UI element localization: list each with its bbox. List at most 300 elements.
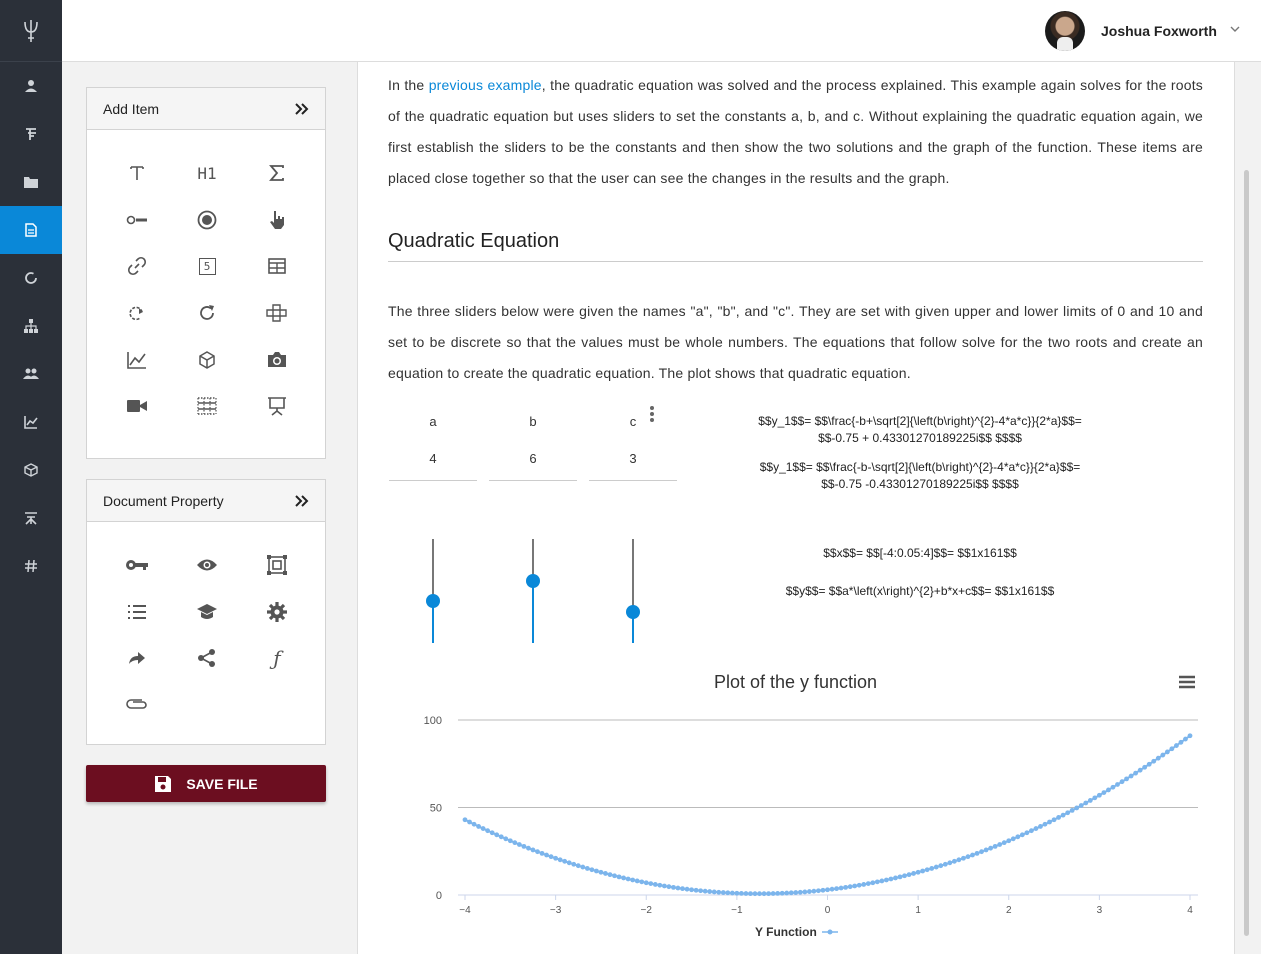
series-point [589,867,594,872]
series-point [517,842,522,847]
series-point [689,887,694,892]
series-point [1120,779,1125,784]
prop-view[interactable] [172,542,242,589]
nav-folder[interactable] [0,158,62,206]
series-point [780,891,785,896]
redo-icon [128,304,146,322]
chart-menu-icon[interactable] [1179,675,1195,689]
series-point [870,880,875,885]
prop-list[interactable] [102,589,172,636]
series-point [1160,753,1165,758]
root-minus-line2: $$-0.75 -0.43301270189225i$$ $$$$ [821,477,1019,491]
series-point [748,891,753,896]
series-point [789,890,794,895]
series-point [1102,790,1107,795]
series-point [694,888,699,893]
series-point [508,838,513,843]
slider-c-label: c [629,414,637,429]
frame-icon [266,554,288,576]
h1-icon: H1 [197,163,217,183]
slider-b-handle[interactable] [526,574,540,588]
series-point [721,890,726,895]
series-point [621,876,626,881]
document-property-panel [86,479,326,745]
series-point [957,857,962,862]
x-definition: $$x$$= $$[-4:0.05:4]$$= $$1x161$$ [823,546,1017,560]
series-point [481,826,486,831]
y-tick-label: 100 [423,715,442,727]
series-point [553,856,558,861]
series-point [585,866,590,871]
series-point [793,890,798,895]
series-point [617,874,622,879]
add-item-title: Add Item [103,100,160,117]
series-point [1165,750,1170,755]
series-point [1092,795,1097,800]
series-line [465,736,1190,894]
series-point [522,844,527,849]
series-point [1147,762,1152,767]
section-heading: Quadratic Equation [388,230,560,252]
eye-icon [196,558,218,572]
series-point [608,872,613,877]
sliders-paragraph: The three sliders below were given the names "a", "b", and "c". They are set with given upper and lower limits of 0 and 10 and set to be discrete so that the values must be whole numbers. The equations that follow solve for the two roots and create an equation to create the quadratic equation. The plot shows that quadratic equation. [388,303,1203,381]
add-item-grid [87,130,325,430]
floppy-disk-icon [154,775,172,793]
series-point [929,866,934,871]
x-tick-label: 4 [1187,905,1193,916]
series-point [1111,785,1116,790]
series-point [879,879,884,884]
root-minus-line1: $$y_1$$= $$\frac{-b-\sqrt[2]{\left(b\right)^{2}-4*a*c}}{2*a}$$= [759,460,1081,474]
series-point [558,857,563,862]
series-point [1142,765,1147,770]
refresh-icon [198,304,216,322]
series-point [970,853,975,858]
root-minus-equation [700,459,1140,493]
add-image[interactable] [242,336,312,383]
line-chart-icon [127,351,147,369]
series-point [902,873,907,878]
prop-key[interactable] [102,542,172,589]
people-icon [23,368,39,380]
series-point [1074,806,1079,811]
series-point [576,863,581,868]
series-point [567,860,572,865]
series-point [644,880,649,885]
series-point [843,885,848,890]
series-point [821,888,826,893]
series-point [1124,776,1129,781]
series-point [467,820,472,825]
series-point [907,872,912,877]
series-point [1188,733,1193,738]
table-icon [268,258,286,274]
double-chevron-right-icon[interactable] [295,495,309,507]
sigma-icon [269,165,285,181]
add-radio[interactable] [172,197,242,244]
series-point [893,876,898,881]
intro-paragraph [388,70,1203,194]
series-point [580,865,585,870]
series-point [716,890,721,895]
series-point [1183,737,1188,742]
hash-icon [24,559,38,573]
prop-attachment[interactable] [102,682,172,729]
series-point [562,859,567,864]
series-point [653,882,658,887]
user-icon [24,79,38,93]
series-point [861,882,866,887]
nav-cube[interactable] [0,446,62,494]
intro-text-start: In the [388,77,429,93]
folder-icon [24,176,38,188]
x-tick-label: −1 [731,905,743,916]
series-point [671,885,676,890]
legend-marker-icon [821,928,839,936]
series-point [1156,756,1161,761]
function-icon: ƒ [273,646,281,671]
scrollbar[interactable] [1244,170,1249,936]
series-point [807,889,812,894]
series-point [703,889,708,894]
series-point [730,891,735,896]
series-point [1151,759,1156,764]
add-3d[interactable] [172,336,242,383]
slider-b-fill [532,581,534,643]
series-point [1138,768,1143,773]
settings-icon [267,602,287,622]
series-point [540,851,545,856]
series-point [1047,820,1052,825]
series-point [766,891,771,896]
series-point [1034,826,1039,831]
series-point [1052,817,1057,822]
series-point [549,854,554,859]
x-tick-label: 2 [1005,905,1012,916]
series-point [975,851,980,856]
y-tick-label: 50 [429,802,442,815]
series-point [1038,824,1043,829]
series-point [757,891,762,896]
series-point [712,890,717,895]
root-plus-equation [700,413,1140,447]
series-point [1174,743,1179,748]
series-point [626,877,631,882]
series-point [1002,840,1007,845]
prop-frame[interactable] [242,542,312,589]
series-point [830,887,835,892]
series-point [984,848,989,853]
user-name[interactable]: Joshua Foxworth [1101,23,1217,39]
series-point [472,822,477,827]
legend-label: Y Function [755,925,817,939]
series-point [599,870,604,875]
series-point [630,878,635,883]
more-vert-icon[interactable] [649,405,655,423]
series-point [802,890,807,895]
share-arrow-icon [128,651,146,665]
document-icon [25,223,37,237]
series-point [979,849,984,854]
x-tick-label: 0 [824,905,831,916]
series-point [698,888,703,893]
prop-forward[interactable] [102,635,172,682]
add-item-panel [86,87,326,459]
series-point [1015,834,1020,839]
nav-refresh[interactable] [0,254,62,302]
series-point [1083,801,1088,806]
series-point [1056,815,1061,820]
series-point [1006,838,1011,843]
add-number[interactable] [172,243,242,290]
series-point [1079,803,1084,808]
series-point [739,891,744,896]
document-property-grid [87,522,325,728]
radio-icon [197,210,217,230]
trident-logo-icon [21,18,41,44]
key-slider-icon [126,215,148,225]
series-point [1043,822,1048,827]
series-point [485,828,490,833]
add-presentation[interactable] [242,383,312,430]
left-nav [0,0,62,954]
series-point [476,824,481,829]
slider-b-value[interactable]: 6 [529,451,537,466]
series-point [1020,832,1025,837]
series-point [707,889,712,894]
series-point [512,840,517,845]
series-point [603,871,608,876]
avatar[interactable] [1045,11,1085,51]
series-point [884,878,889,883]
series-point [725,890,730,895]
series-point [988,846,993,851]
nav-sitemap[interactable] [0,302,62,350]
slider-b-label: b [529,414,537,429]
slider-a-underline [389,480,477,481]
series-point [639,879,644,884]
grid-dots-icon [197,397,217,415]
x-tick-label: −4 [459,905,471,916]
nav-chart[interactable] [0,398,62,446]
nav-flow[interactable] [0,494,62,542]
series-point [1061,813,1066,818]
add-refresh[interactable] [172,290,242,337]
sitemap-icon [24,319,38,333]
series-point [1065,810,1070,815]
series-point [1097,793,1102,798]
series-point [594,869,599,874]
series-point [612,873,617,878]
save-file-label: SAVE FILE [186,775,258,792]
share-icon [197,648,217,668]
graduation-icon [196,603,218,621]
logo[interactable] [0,0,62,62]
series-point [857,883,862,888]
series-point [966,854,971,859]
series-point [1129,774,1134,779]
presentation-icon [267,396,287,416]
link-icon [127,256,147,276]
chart-legend[interactable] [755,925,839,939]
prop-share[interactable] [172,635,242,682]
text-icon [129,165,145,181]
add-blocks[interactable] [242,290,312,337]
series-point [463,817,468,822]
add-slider[interactable] [102,197,172,244]
series-point [490,830,495,835]
series-point [834,886,839,891]
add-item-header [87,88,325,130]
intro-text-end: , the quadratic equation was solved and the process explained. This example again solves for the roots of the quadratic equation but uses sliders to set the constants a, b, and c. Without explaining the quadratic equation again, we first establish the sliders to be the constants and then show the two solutions and the graph of the function. These items are placed close together so that the user can see the changes in the results and the graph. [388,77,1203,186]
series-point [526,846,531,851]
series-point [784,891,789,896]
root-plus-line2: $$-0.75 + 0.43301270189225i$$ $$$$ [818,431,1022,445]
add-video[interactable] [102,383,172,430]
series-point [825,887,830,892]
series-point [680,886,685,891]
nav-hierarchy[interactable] [0,110,62,158]
double-chevron-right-icon[interactable] [295,103,309,115]
series-point [753,891,758,896]
hierarchy-icon [24,127,38,141]
series-point [812,889,817,894]
y-tick-label: 0 [435,890,442,902]
series-point [676,886,681,891]
series-point [494,832,499,837]
series-point [866,881,871,886]
nav-people[interactable] [0,350,62,398]
series-point [571,862,576,867]
series-point [997,842,1002,847]
key-icon [125,559,149,571]
chevron-down-icon[interactable] [1230,25,1240,33]
prop-function[interactable] [242,635,312,682]
series-point [535,849,540,854]
nav-user[interactable] [0,62,62,110]
root-plus-line1: $$y_1$$= $$\frac{-b+\sqrt[2]{\left(b\right)^{2}-4*a*c}}{2*a}$$= [758,414,1082,428]
heading-divider [388,261,1203,262]
x-tick-label: −2 [640,905,652,916]
series-point [1024,830,1029,835]
nav-document[interactable] [0,206,62,254]
add-chart[interactable] [102,336,172,383]
series-point [1070,808,1075,813]
prop-education[interactable] [172,589,242,636]
series-point [961,856,966,861]
document-property-header [87,480,325,522]
series-point [771,891,776,896]
add-link[interactable] [102,243,172,290]
series-point [544,853,549,858]
series-point [798,890,803,895]
pointer-icon [268,210,286,230]
paperclip-icon [126,699,148,711]
series-point [943,862,948,867]
number-box-icon: 5 [199,258,216,275]
series-point [762,891,767,896]
series-point [852,884,857,889]
series-point [635,879,640,884]
y-definition: $$y$$= $$a*\left(x\right)^{2}+b*x+c$$= $$1x161$$ [785,584,1055,598]
chart-title: Plot of the y function [713,672,878,692]
top-header [62,0,1261,62]
series-point [816,888,821,893]
add-text[interactable] [102,150,172,197]
series-point [889,877,894,882]
slider-c-value[interactable]: 3 [629,451,637,466]
chart-icon [24,415,38,429]
series-point [1029,828,1034,833]
series-point [925,867,930,872]
x-tick-label: −3 [549,905,562,916]
camera-icon [267,351,287,368]
series-point [1011,836,1016,841]
slider-c-underline [589,480,677,481]
slider-a-value[interactable]: 4 [429,451,437,466]
series-point [685,887,690,892]
previous-example-link[interactable]: previous example [428,77,542,93]
series-point [744,891,749,896]
add-equation[interactable] [242,150,312,197]
series-point [657,883,662,888]
y-function-chart [388,700,1208,925]
slider-b-underline [489,480,577,481]
flow-icon [24,511,38,525]
series-point [916,870,921,875]
x-tick-label: 3 [1096,905,1103,916]
series-point [875,879,880,884]
series-point [848,884,853,889]
add-grid[interactable] [172,383,242,430]
series-point [503,836,508,841]
series-point [667,884,672,889]
add-table[interactable] [242,243,312,290]
series-point [1106,788,1111,793]
series-point [947,860,952,865]
series-point [911,871,916,876]
series-point [993,844,998,849]
x-tick-label: 1 [915,905,921,916]
prop-settings[interactable] [242,589,312,636]
series-point [531,848,536,853]
add-redo[interactable] [102,290,172,337]
series-point [1133,771,1138,776]
refresh-circle-icon [24,271,38,285]
series-point [898,874,903,879]
list-icon [127,604,147,620]
series-point [1088,798,1093,803]
series-point [648,881,653,886]
video-icon [127,399,147,413]
cube-icon [24,463,38,477]
slider-a-label: a [429,414,437,429]
document-property-title: Document Property [103,492,224,509]
blocks-icon [266,304,288,322]
series-point [499,834,504,839]
add-heading[interactable] [172,150,242,197]
series-point [775,891,780,896]
series-point [839,886,844,891]
series-point [734,891,739,896]
cube-icon [198,351,216,369]
nav-hash[interactable] [0,542,62,590]
save-file-button[interactable] [86,765,326,802]
series-point [1179,740,1184,745]
slider-c-handle[interactable] [626,605,640,619]
add-button[interactable] [242,197,312,244]
